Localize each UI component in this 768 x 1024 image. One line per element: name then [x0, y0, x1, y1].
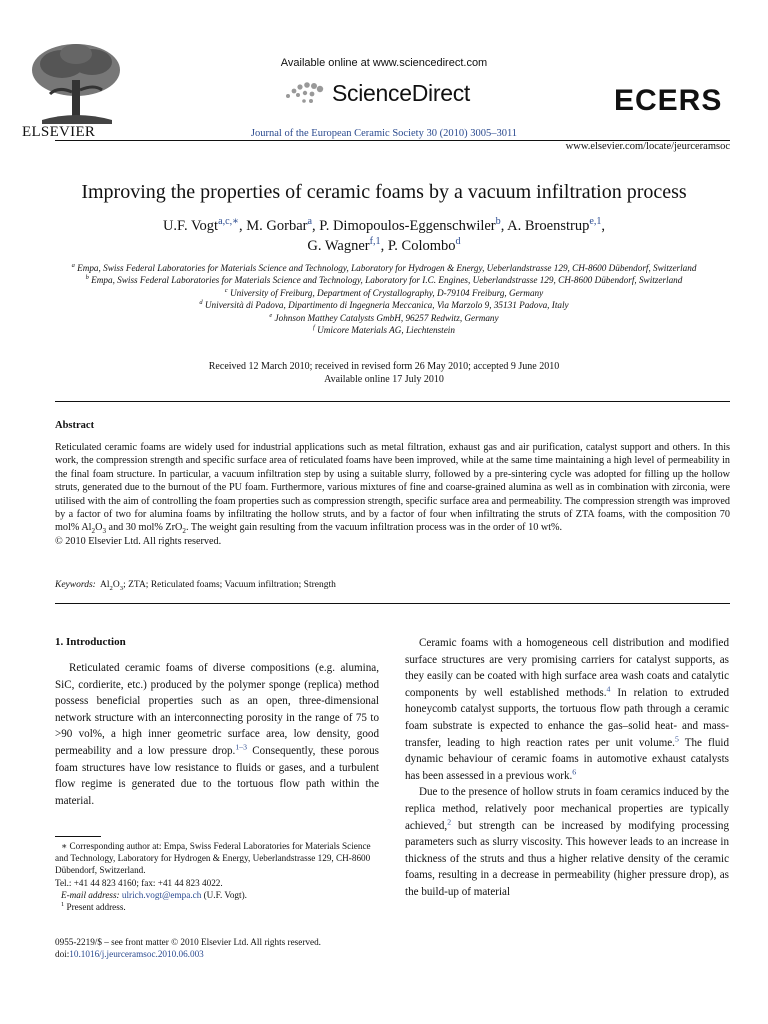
paragraph: Due to the presence of hollow struts in foam ceramics induced by the replica method, relatively poor mechanical properties are typically achieved,$^2$ but strength can be increased by modifying processing parameters such as slurry viscosity. This however leads to an increase in thickness of the struts and thus a higher relative density of the ceramic foams, resulting in a decrease in permeability (higher pressure drop), as the build-up of material: [405, 786, 729, 898]
publisher-name: ELSEVIER: [22, 124, 96, 140]
left-column: [55, 660, 379, 809]
issn-doi-block: [55, 936, 321, 960]
footnotes: [55, 840, 381, 913]
author-name: M. Gorbar: [246, 218, 308, 234]
affiliation-item: $^e$ Johnson Matthey Catalysts GmbH, 96257 Redwitz, Germany: [269, 311, 499, 323]
online-date: Available online 17 July 2010: [324, 374, 444, 385]
section-heading-introduction: 1. Introduction: [55, 636, 126, 648]
doi-link[interactable]: 10.1016/j.jeurceramsoc.2010.06.003: [69, 949, 204, 960]
keywords-line: Keywords: $Al_2O_3$; ZTA; Reticulated foams; Vacuum infiltration; Strength: [55, 580, 336, 592]
abstract-top-divider: [55, 401, 730, 402]
sciencedirect-wordmark: ScienceDirect: [332, 79, 470, 106]
author-affil-ref[interactable]: d: [455, 236, 461, 248]
sciencedirect-brand: [284, 78, 470, 108]
abstract-bottom-divider: [55, 603, 730, 604]
footnote-divider: [55, 836, 101, 837]
author-affil-ref[interactable]: a: [307, 216, 312, 228]
author-name: G. Wagner: [307, 238, 370, 254]
citation-link[interactable]: 1–3: [235, 742, 247, 752]
elsevier-tree-logo: [22, 40, 130, 136]
author-name: P. Colombo: [387, 238, 456, 254]
email-link[interactable]: ulrich.vogt@empa.ch: [121, 889, 202, 900]
citation-link[interactable]: 5: [674, 733, 679, 743]
affiliation-list: [40, 262, 728, 336]
doi-line: doi:10.1016/j.jeurceramsoc.2010.06.003: [55, 949, 204, 960]
affiliation-item: $^b$ Empa, Swiss Federal Laboratories for Materials Science and Technology, Laboratory for I.C. Engines, Ueberlandstrasse 129, CH-8600 Dübendorf, Switzerland: [85, 274, 683, 286]
corresponding-author-note: ∗ Corresponding author at: Empa, Swiss Federal Laboratories for Materials Science and Technology, Laboratory for Hydrogen & Energy, Ueberlandstrasse 129, CH-8600 Dübendorf, Switzerland.: [55, 841, 371, 876]
ecers-logo: ECERS: [614, 84, 723, 117]
present-address-note: $^1$ Present address.: [61, 900, 126, 913]
journal-citation-link[interactable]: Journal of the European Ceramic Society 30 (2010) 3005–3011: [250, 128, 518, 139]
sciencedirect-dots-icon: [284, 80, 326, 106]
front-matter-line: 0955-2219/$ – see front matter © 2010 Elsevier Ltd. All rights reserved.: [55, 937, 321, 947]
citation-link[interactable]: 6: [572, 767, 577, 777]
paragraph: Reticulated ceramic foams of diverse compositions (e.g. alumina, SiC, cordierite, etc.) produced by the polymer sponge (replica) method possess beneficial properties such as an open, three-dimensional network structure with an interconnecting porosity in the range of 75 to >90 vol%, a high inner geometric surface area, low density, good permeability and a low pressure drop.$^{1-3}$ Consequently, these porous foam structures have low resistance to fluids or gases, and a turbulent flow regime is generated due to the tortuous flow path within the material.: [55, 662, 379, 807]
author-affil-ref[interactable]: e,1: [589, 216, 602, 228]
affiliation-item: $^d$ Università di Padova, Dipartimento di Ingegneria Meccanica, Via Marzolo 9, 35131 Padova, Italy: [199, 299, 569, 311]
affiliation-item: $^a$ Empa, Swiss Federal Laboratories for Materials Science and Technology, Laboratory for Hydrogen & Energy, Ueberlandstrasse 129, CH-8600 Dübendorf, Switzerland: [71, 261, 697, 273]
contact-phone: Tel.: +41 44 823 4160; fax: +41 44 823 4022.: [55, 877, 223, 888]
journal-homepage-link[interactable]: www.elsevier.com/locate/jeurceramsoc: [565, 141, 730, 152]
citation-link[interactable]: 4: [606, 684, 611, 694]
paragraph: Ceramic foams with a homogeneous cell distribution and modified surface structures are very promising carriers for catalyst supports, as they easily can be coated with high surface area wash coats and catalytic components by well established methods.$^4$ In relation to extruded honeycomb catalyst supports, the tortuous flow path through a ceramic foam substrate is expected to enhance the gas–solid heat- and mass-transfer, leading to high reaction rates per unit volume.$^5$ The fluid dynamic behaviour of ceramic foams in automotive exhaust catalysts has been assessed in a previous work.$^6$: [405, 637, 729, 782]
author-name: U.F. Vogt: [162, 218, 219, 234]
author-name: A. Broenstrup: [507, 218, 590, 234]
affiliation-item: $^c$ University of Freiburg, Department of Crystallography, D-79104 Freiburg, Germany: [224, 286, 544, 298]
author-affil-ref[interactable]: b: [495, 216, 501, 228]
right-column: [405, 635, 729, 901]
email-line: E-mail address: ulrich.vogt@empa.ch (U.F. Vogt).: [61, 889, 247, 900]
article-dates: [0, 360, 768, 386]
abstract-heading: Abstract: [55, 420, 95, 431]
copyright-notice: © 2010 Elsevier Ltd. All rights reserved.: [55, 535, 222, 547]
abstract-body: Reticulated ceramic foams are widely used for industrial applications such as metal filtration, exhaust gas and air purification, catalyst support and others. In this work, the compression strength and specific surface area of reticulated foams have been improved, while at the same time maintaining a high level of permeability in the final foam structure. In particular, a vacuum infiltration step by using a suitable slurry, followed by a pre-sintering cycle was adopted for filling up the hollow struts, generated due to the burnout of the PU foam. Furthermore, various mixtures of fine and coarse-grained alumina as well as in combination with zirconia, were utilised with the aim of controlling the foam properties such as compression strength, specific surface area and permeability. The compression strength was improved by a factor of two for alumina foams by infiltrating the hollow struts, and by a factor of four when infiltrating the struts of ZTA foams, with the composition 70 mol% $Al_2O_3$ and 30 mol% ZrO$_2$. The weight gain resulting from the vacuum infiltration process was in the order of 10 wt%. © 2010 Elsevier Ltd. All rights reserved.: [55, 442, 730, 547]
author-name: P. Dimopoulos-Eggenschwiler: [319, 218, 496, 234]
available-online-text: Available online at www.sciencedirect.com: [280, 57, 488, 69]
author-affil-ref[interactable]: f,1: [369, 236, 381, 248]
author-list: U.F. Vogt$^{a,c,∗}$, M. Gorbar$^a$, P. Dimopoulos-Eggenschwiler$^b$, A. Broenstrup$^{e,1}$, G. Wagner$^{f,1}$, P. Colombo$^d$: [162, 216, 606, 254]
affiliation-item: $^f$ Umicore Materials AG, Liechtenstein: [313, 323, 455, 336]
received-dates: Received 12 March 2010; received in revised form 26 May 2010; accepted 9 June 2010: [208, 361, 560, 372]
author-affil-ref[interactable]: a,c,∗: [218, 216, 240, 228]
citation-link[interactable]: 2: [447, 816, 452, 826]
keywords-label: Keywords:: [55, 580, 96, 590]
article-title: Improving the properties of ceramic foams by a vacuum infiltration process: [81, 181, 687, 203]
